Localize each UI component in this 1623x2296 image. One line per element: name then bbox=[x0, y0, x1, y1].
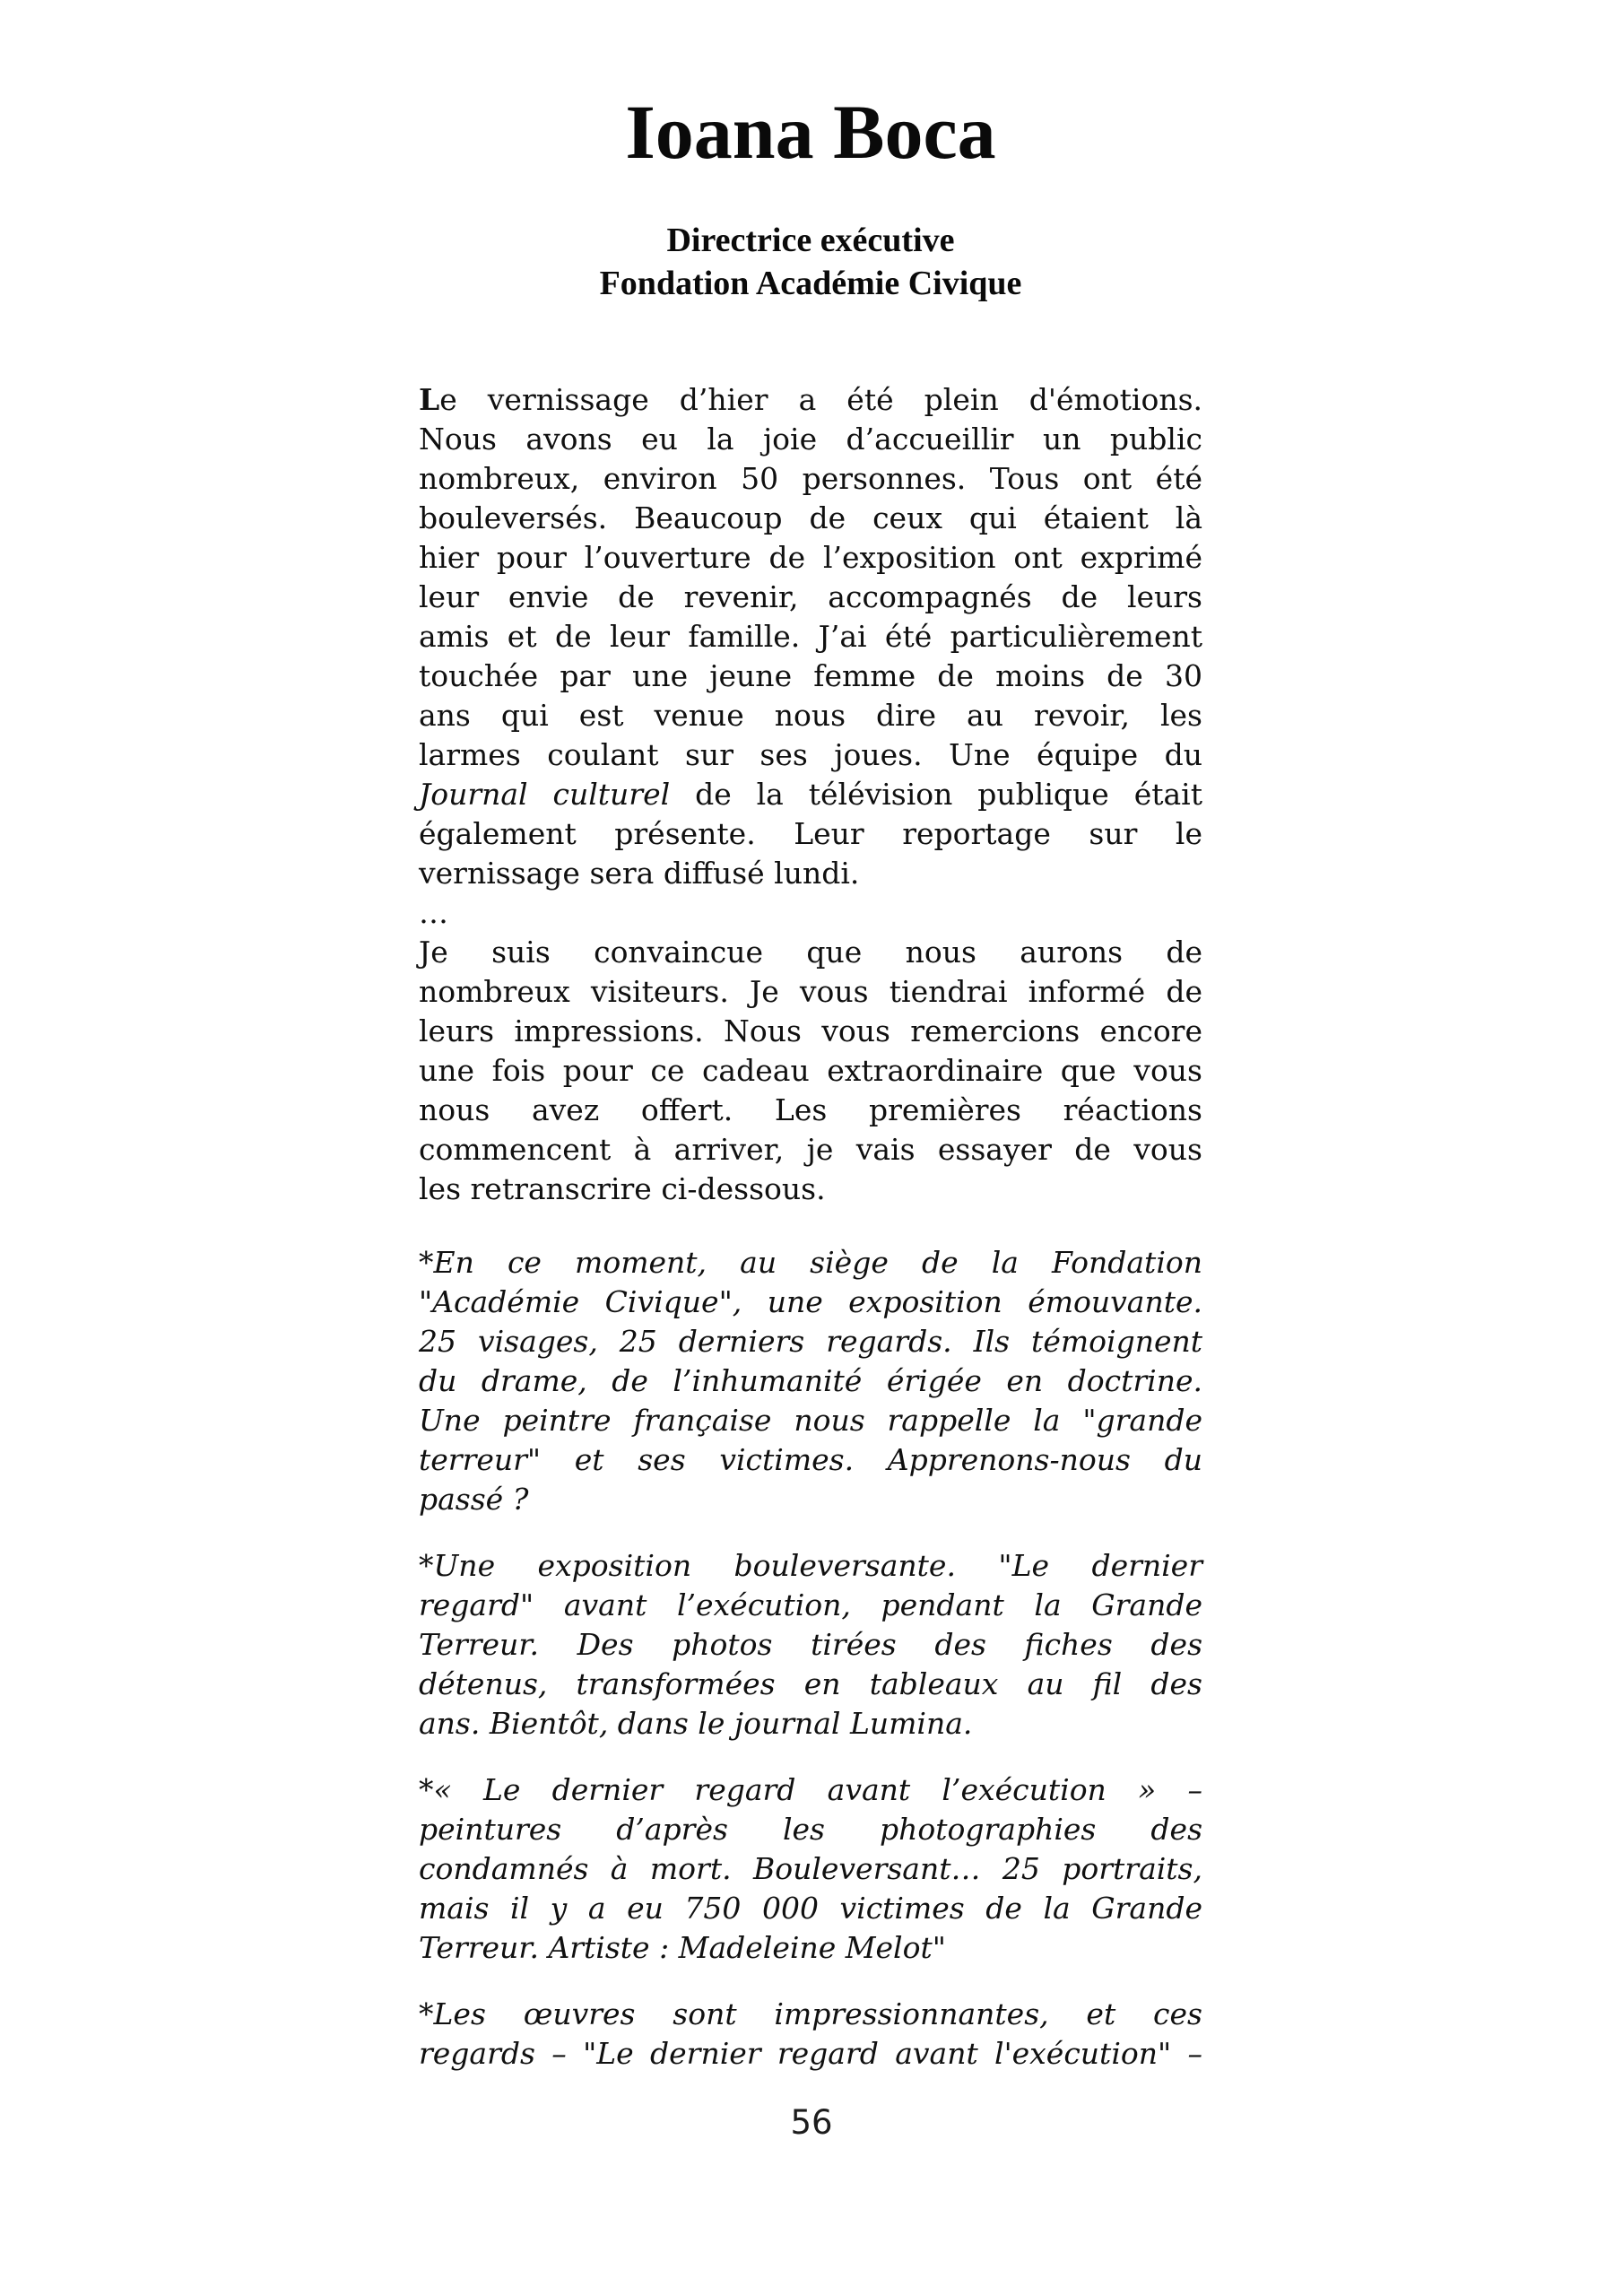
lead-capital: L bbox=[419, 382, 440, 418]
text-segment: *Les œuvres sont impressionnantes, et ces bbox=[419, 1996, 1202, 2032]
text-line bbox=[419, 617, 1202, 657]
text-line bbox=[419, 1051, 1202, 1091]
subtitle-role: Directrice exécutive bbox=[666, 222, 955, 260]
paragraph bbox=[419, 1243, 1202, 1519]
text-segment: nombreux, environ 50 personnes. Tous ont été bbox=[419, 461, 1202, 497]
italic-phrase: Journal culturel bbox=[419, 777, 671, 813]
text-segment: de la télévision publique était bbox=[670, 777, 1203, 813]
text-segment: une fois pour ce cadeau extraordinaire que vous bbox=[419, 1053, 1202, 1089]
page-title: Ioana Boca bbox=[625, 89, 996, 175]
text-line bbox=[419, 1130, 1202, 1170]
text-line bbox=[419, 972, 1202, 1012]
text-line bbox=[419, 1361, 1202, 1401]
text-segment: terreur" et ses victimes. Apprenons-nous du bbox=[419, 1442, 1202, 1478]
page-number: 56 bbox=[790, 2103, 833, 2142]
body-text bbox=[419, 380, 1202, 2074]
text-segment: Terreur. Des photos tirées des fiches des bbox=[419, 1627, 1202, 1663]
text-segment: amis et de leur famille. J’ai été particulièrement bbox=[419, 619, 1202, 655]
text-line bbox=[419, 1322, 1202, 1361]
text-segment: Je suis convaincue que nous aurons de bbox=[419, 935, 1202, 970]
text-segment: Terreur. Artiste : Madeleine Melot" bbox=[419, 1930, 946, 1966]
text-segment: Nous avons eu la joie d’accueillir un public bbox=[419, 422, 1202, 457]
text-line bbox=[419, 933, 1202, 972]
text-segment: bouleversés. Beaucoup de ceux qui étaient là bbox=[419, 500, 1202, 536]
paragraph bbox=[419, 1546, 1202, 1744]
text-line bbox=[419, 1546, 1202, 1586]
text-line bbox=[419, 2034, 1202, 2074]
text-line bbox=[419, 380, 1202, 420]
text-line bbox=[419, 775, 1202, 814]
page-subtitle bbox=[419, 219, 1202, 305]
text-line bbox=[419, 1586, 1202, 1625]
text-line bbox=[419, 1849, 1202, 1889]
text-line bbox=[419, 1401, 1202, 1440]
text-segment: 25 visages, 25 derniers regards. Ils témoignent bbox=[419, 1324, 1202, 1360]
text-segment: "Académie Civique", une exposition émouvante. bbox=[419, 1284, 1202, 1320]
text-line bbox=[419, 854, 1202, 893]
text-segment: hier pour l’ouverture de l’exposition ont exprimé bbox=[419, 540, 1202, 576]
text-segment: les retranscrire ci-dessous. bbox=[419, 1171, 826, 1207]
text-segment: détenus, transformées en tableaux au fil des bbox=[419, 1666, 1202, 1702]
subtitle-organization: Fondation Académie Civique bbox=[599, 265, 1022, 303]
text-segment: vernissage sera diffusé lundi. bbox=[419, 856, 860, 891]
text-line bbox=[419, 420, 1202, 459]
text-segment: passé ? bbox=[419, 1482, 529, 1518]
text-segment: ans. Bientôt, dans le journal Lumina. bbox=[419, 1706, 973, 1742]
text-line bbox=[419, 1091, 1202, 1130]
text-line bbox=[419, 1170, 1202, 1209]
text-segment: mais il y a eu 750 000 victimes de la Grande bbox=[419, 1891, 1202, 1926]
text-segment: peintures d’après les photographies des bbox=[419, 1812, 1202, 1848]
text-segment: ans qui est venue nous dire au revoir, les bbox=[419, 698, 1202, 734]
text-line bbox=[419, 1704, 1202, 1744]
text-segment: également présente. Leur reportage sur le bbox=[419, 816, 1202, 852]
text-line bbox=[419, 1889, 1202, 1928]
paragraph bbox=[419, 893, 1202, 933]
text-line bbox=[419, 538, 1202, 578]
text-line bbox=[419, 1665, 1202, 1704]
text-line bbox=[419, 1440, 1202, 1480]
text-segment: condamnés à mort. Bouleversant… 25 portraits, bbox=[419, 1851, 1202, 1887]
text-segment: *En ce moment, au siège de la Fondation bbox=[419, 1245, 1202, 1281]
text-segment: leurs impressions. Nous vous remercions encore bbox=[419, 1013, 1202, 1049]
text-line bbox=[419, 1283, 1202, 1322]
text-line bbox=[419, 1480, 1202, 1519]
paragraph bbox=[419, 933, 1202, 1209]
text-line bbox=[419, 657, 1202, 696]
text-line bbox=[419, 1243, 1202, 1283]
text-segment: commencent à arriver, je vais essayer de vous bbox=[419, 1132, 1202, 1168]
text-line bbox=[419, 814, 1202, 854]
text-line bbox=[419, 1770, 1202, 1810]
text-line bbox=[419, 1928, 1202, 1968]
text-line bbox=[419, 893, 1202, 933]
text-segment: *Une exposition bouleversante. "Le dernier bbox=[419, 1548, 1202, 1584]
text-line bbox=[419, 1625, 1202, 1665]
text-segment: *« Le dernier regard avant l’exécution » – bbox=[419, 1772, 1202, 1808]
text-line bbox=[419, 459, 1202, 499]
text-segment: touchée par une jeune femme de moins de 30 bbox=[419, 658, 1202, 694]
text-line bbox=[419, 1012, 1202, 1051]
text-segment: larmes coulant sur ses joues. Une équipe du bbox=[419, 737, 1202, 773]
text-line bbox=[419, 1810, 1202, 1849]
text-line bbox=[419, 735, 1202, 775]
text-segment: Une peintre française nous rappelle la "grande bbox=[419, 1403, 1202, 1439]
text-segment: e vernissage d’hier a été plein d'émotions. bbox=[439, 382, 1202, 418]
text-segment: … bbox=[419, 895, 448, 931]
text-segment: du drame, de l’inhumanité érigée en doctrine. bbox=[419, 1363, 1202, 1399]
text-segment: regard" avant l’exécution, pendant la Grande bbox=[419, 1587, 1202, 1623]
paragraph bbox=[419, 380, 1202, 893]
text-line bbox=[419, 1995, 1202, 2034]
document-page bbox=[419, 0, 1202, 2074]
text-segment: leur envie de revenir, accompagnés de leurs bbox=[419, 579, 1202, 615]
paragraph bbox=[419, 1995, 1202, 2074]
text-line bbox=[419, 578, 1202, 617]
text-segment: regards – "Le dernier regard avant l'exécution" – bbox=[419, 2036, 1202, 2072]
text-line bbox=[419, 696, 1202, 735]
text-segment: nombreux visiteurs. Je vous tiendrai informé de bbox=[419, 974, 1202, 1010]
text-line bbox=[419, 499, 1202, 538]
paragraph bbox=[419, 1770, 1202, 1968]
text-segment: nous avez offert. Les premières réactions bbox=[419, 1092, 1202, 1128]
